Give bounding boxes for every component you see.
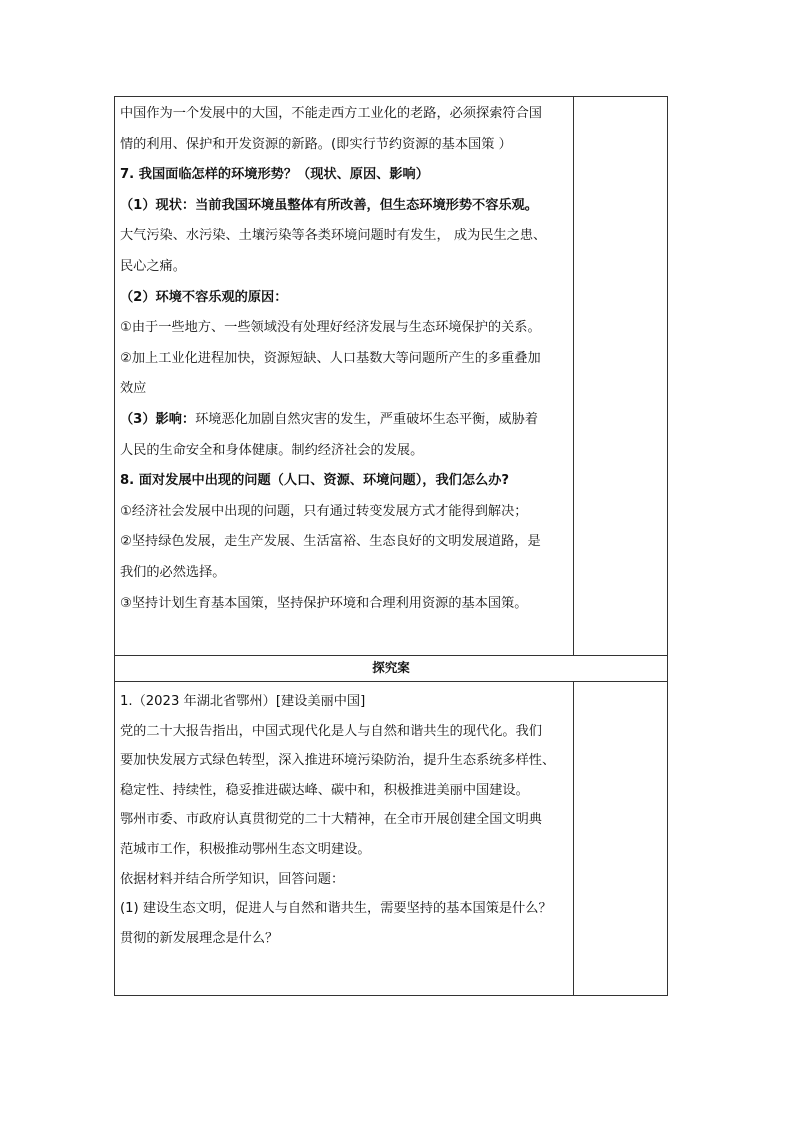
q7-status-heading: （1）现状：当前我国环境虽整体有所改善，但生态环境形势不容乐观。	[120, 197, 538, 213]
q7-effect-line	[120, 405, 570, 436]
q7-cause-2: 效应	[120, 381, 147, 397]
explore-paragraph-2: 范城市工作，积极推动鄂州生态文明建设。	[120, 841, 371, 857]
explore-paragraph-1: 要加快发展方式绿色转型，深入推进环境污染防治，提升生态系统多样性、	[120, 753, 556, 769]
q7-cause-heading: （2）环境不容乐观的原因：	[120, 289, 288, 305]
question-7-title: 7. 我国面临怎样的环境形势？（现状、原因、影响）	[120, 167, 429, 183]
explore-instruction: 依据材料并结合所学知识，回答问题：	[120, 871, 345, 887]
explore-question-1: 贯彻的新发展理念是什么？	[120, 930, 279, 946]
q8-point-2: ②坚持绿色发展，走生产发展、生活富裕、生态良好的文明发展道路，是	[120, 534, 541, 550]
q8-point-3: ③坚持计划生育基本国策，坚持保护环境和合理利用资源的基本国策。	[120, 595, 528, 611]
q7-effect-text: 环境恶化加剧自然灾害的发生，严重破坏生态平衡，威胁着	[195, 411, 538, 427]
column-divider-top	[573, 97, 574, 655]
q8-point-1: ①经济社会发展中出现的问题，只有通过转变发展方式才能得到解决；	[120, 503, 528, 519]
q7-effect-text: 人民的生命安全和身体健康。制约经济社会的发展。	[120, 442, 424, 458]
explore-paragraph-1: 稳定性、持续性，稳妥推进碳达峰、碳中和，积极推进美丽中国建设。	[120, 782, 529, 798]
row-divider-2	[115, 681, 667, 682]
q7-cause-2: ②加上工业化进程加快，资源短缺、人口基数大等问题所产生的多重叠加	[120, 350, 541, 366]
question-8-title: 8. 面对发展中出现的问题（人口、资源、环境问题），我们怎么办?	[120, 473, 510, 489]
intro-line: 中国作为一个发展中的大国，不能走西方工业化的老路，必须探索符合国	[120, 106, 542, 121]
q7-cause-1: ①由于一些地方、一些领域没有处理好经济发展与生态环境保护的关系。	[120, 320, 541, 336]
review-cell	[120, 99, 570, 619]
column-divider-bottom	[573, 681, 574, 996]
explore-cell	[120, 687, 570, 953]
q8-point-2: 我们的必然选择。	[120, 564, 226, 580]
explore-paragraph-1: 党的二十大报告指出，中国式现代化是人与自然和谐共生的现代化。我们	[120, 723, 542, 739]
explore-question-1: (1) 建设生态文明，促进人与自然和谐共生，需要坚持的基本国策是什么？	[120, 901, 552, 917]
intro-line: 情的利用、保护和开发资源的新路。(即实行节约资源的基本国策 ）	[120, 136, 512, 152]
section-header: 探究案	[372, 660, 410, 675]
content-table	[114, 96, 668, 996]
q7-status-text: 民心之痛。	[120, 258, 186, 274]
q7-effect-label: （3）影响：	[120, 411, 196, 427]
explore-item-title: 1.（2023 年湖北省鄂州）[建设美丽中国]	[120, 694, 366, 709]
q7-status-text: 大气污染、水污染、土壤污染等各类环境问题时有发生， 成为民生之患、	[120, 228, 547, 244]
explore-paragraph-2: 鄂州市委、市政府认真贯彻党的二十大精神，在全市开展创建全国文明典	[120, 812, 542, 828]
